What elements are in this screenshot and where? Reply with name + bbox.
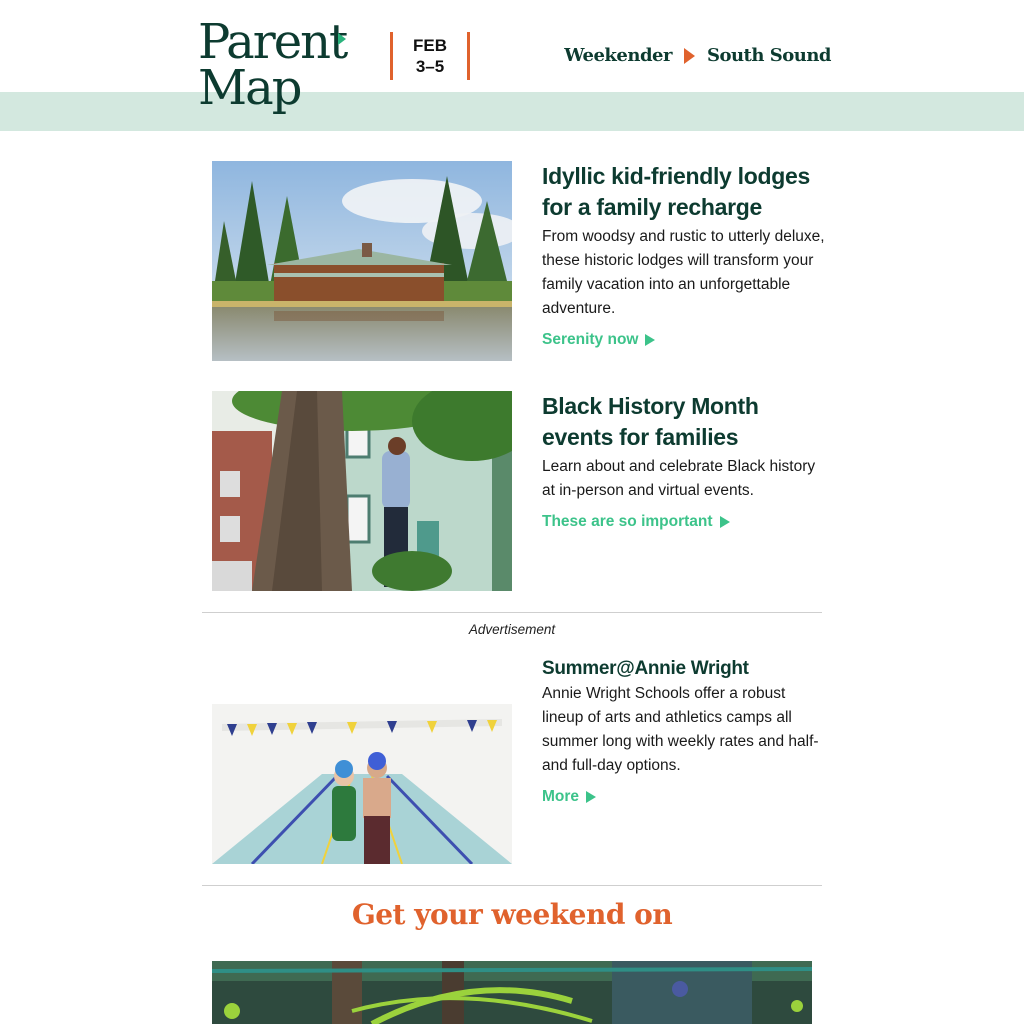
issue-month: FEB [413, 36, 447, 55]
logo-play-icon [338, 33, 346, 45]
ad-annie-wright [212, 657, 824, 864]
ad-text [542, 657, 827, 806]
issue-days: 3–5 [415, 57, 445, 76]
playground-photo[interactable] [212, 961, 812, 1024]
divider [202, 612, 822, 613]
divider [202, 885, 822, 886]
nav-weekender[interactable]: Weekender [564, 45, 672, 66]
header-band [0, 92, 1024, 131]
issue-date [390, 32, 470, 80]
pool-photo[interactable] [212, 664, 512, 864]
tree-photo[interactable] [212, 391, 512, 591]
logo-line-2: Map [198, 60, 301, 116]
edition-breadcrumb [564, 45, 831, 66]
advertisement-label: Advertisement [468, 622, 556, 637]
nav-south-sound[interactable]: South Sound [706, 45, 831, 66]
ad-title[interactable]: Summer@Annie Wright [542, 658, 749, 679]
arrow-right-icon [684, 48, 695, 64]
play-icon [720, 516, 730, 528]
article-description: From woodsy and rustic to utterly deluxe, these historic lodges will transform your family vacation into an unforgettable adventure. [542, 228, 825, 317]
article-description: Learn about and celebrate Black history at in-person and virtual events. [542, 458, 816, 499]
play-icon [645, 334, 655, 346]
play-icon [586, 791, 596, 803]
article-title[interactable]: Black History Month events for families [542, 393, 759, 450]
lodge-photo[interactable] [212, 161, 512, 361]
these-are-so-important-link[interactable] [542, 513, 730, 531]
section-title: Get your weekend on [351, 898, 673, 931]
serenity-now-link[interactable] [542, 331, 655, 349]
cta-label: These are so important [542, 513, 713, 530]
cta-label: More [542, 788, 580, 805]
more-link[interactable] [542, 788, 596, 806]
article-text [542, 391, 827, 531]
newsletter-header [0, 0, 1024, 116]
logo-line-1: Parent [198, 14, 347, 70]
article-black-history [212, 391, 824, 591]
article-lodges [212, 161, 824, 361]
article-text [542, 161, 827, 349]
cta-label: Serenity now [542, 331, 639, 348]
parentmap-logo[interactable] [198, 16, 358, 121]
article-title[interactable]: Idyllic kid-friendly lodges for a family recharge [542, 163, 810, 220]
ad-description: Annie Wright Schools offer a robust lineup of arts and athletics camps all summer long with weekly rates and half- and full-day options. [542, 685, 819, 774]
